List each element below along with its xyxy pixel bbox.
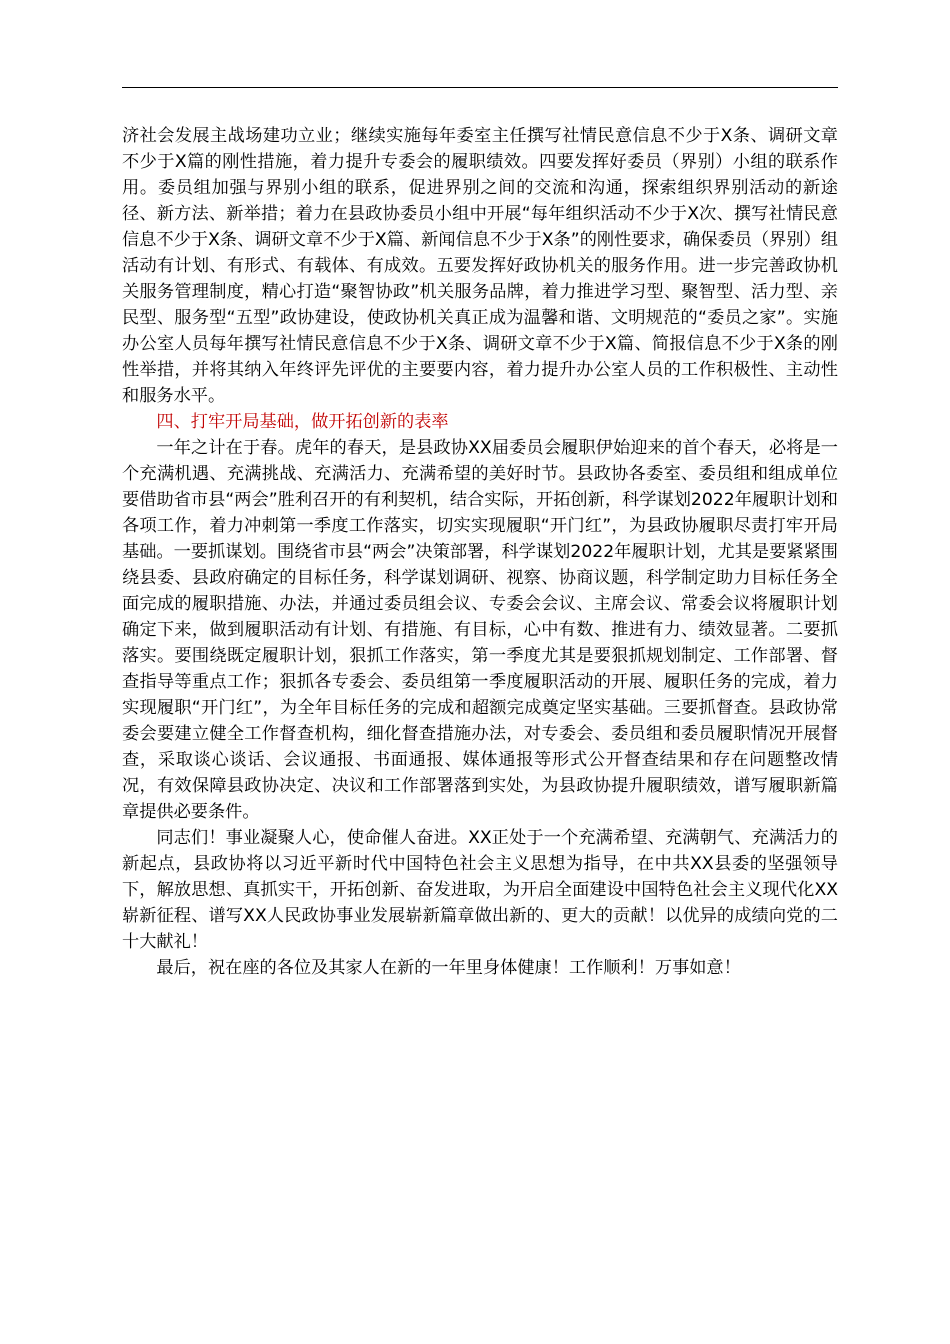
paragraph-blessing: 最后，祝在座的各位及其家人在新的一年里身体健康！工作顺利！万事如意！: [156, 958, 741, 978]
document-body: [122, 123, 838, 981]
paragraph-continuation: 济社会发展主战场建功立业；继续实施每年委室主任撰写社情民意信息不少于X条、调研文章不少于X篇的刚性措施，着力提升专委会的履职绩效。四要发挥好委员（界别）小组的联系作用。委员组加强与界别小组的联系，促进界别之间的交流和沟通，探索组织界别活动的新途径、新方法、新举措；着力在县政协委员小组中开展“每年组织活动不少于X次、撰写社情民意信息不少于X条、调研文章不少于X篇、新闻信息不少于X条”的刚性要求，确保委员（界别）组活动有计划、有形式、有载体、有成效。五要发挥好政协机关的服务作用。进一步完善政协机关服务管理制度，精心打造“聚智协政”机关服务品牌，着力推进学习型、聚智型、活力型、亲民型、服务型“五型”政协建设，使政协机关真正成为温馨和谐、文明规范的“委员之家”。实施办公室人员每年撰写社情民意信息不少于X条、调研文章不少于X篇、简报信息不少于X条的刚性举措，并将其纳入年终评先评优的主要要内容，着力提升办公室人员的工作积极性、主动性和服务水平。: [122, 126, 838, 406]
header-rule: [122, 87, 838, 88]
paragraph-section-4: 一年之计在于春。虎年的春天，是县政协XX届委员会履职伊始迎来的首个春天，必将是一个充满机遇、充满挑战、充满活力、充满希望的美好时节。县政协各委室、委员组和组成单位要借助省市县“两会”胜利召开的有利契机，结合实际，开拓创新，科学谋划2022年履职计划和各项工作，着力冲刺第一季度工作落实，切实实现履职“开门红”，为县政协履职尽责打牢开局基础。一要抓谋划。围绕省市县“两会”决策部署，科学谋划2022年履职计划，尤其是要紧紧围绕县委、县政府确定的目标任务，科学谋划调研、视察、协商议题，科学制定助力目标任务全面完成的履职措施、办法，并通过委员组会议、专委会会议、主席会议、常委会议将履职计划确定下来，做到履职活动有计划、有措施、有目标，心中有数、推进有力、绩效显著。二要抓落实。要围绕既定履职计划，狠抓工作落实，第一季度尤其是要狠抓规划制定、工作部署、督查指导等重点工作；狠抓各专委会、委员组第一季度履职活动的开展、履职任务的完成，着力实现履职“开门红”，为全年目标任务的完成和超额完成奠定坚实基础。三要抓督查。县政协常委会要建立健全工作督查机构，细化督查措施办法，对专委会、委员组和委员履职情况开展督查，采取谈心谈话、会议通报、书面通报、媒体通报等形式公开督查结果和存在问题整改情况，有效保障县政协决定、决议和工作部署落到实处，为县政协提升履职绩效，谱写履职新篇章提供必要条件。: [122, 438, 838, 822]
section-heading-4: 四、打牢开局基础，做开拓创新的表率: [156, 412, 449, 432]
paragraph-closing: 同志们！事业凝聚人心，使命催人奋进。XX正处于一个充满希望、充满朝气、充满活力的新起点，县政协将以习近平新时代中国特色社会主义思想为指导，在中共XX县委的坚强领导下，解放思想、真抓实干，开拓创新、奋发进取，为开启全面建设中国特色社会主义现代化XX崭新征程、谱写XX人民政协事业发展崭新篇章做出新的、更大的贡献！以优异的成绩向党的二十大献礼！: [122, 828, 838, 952]
